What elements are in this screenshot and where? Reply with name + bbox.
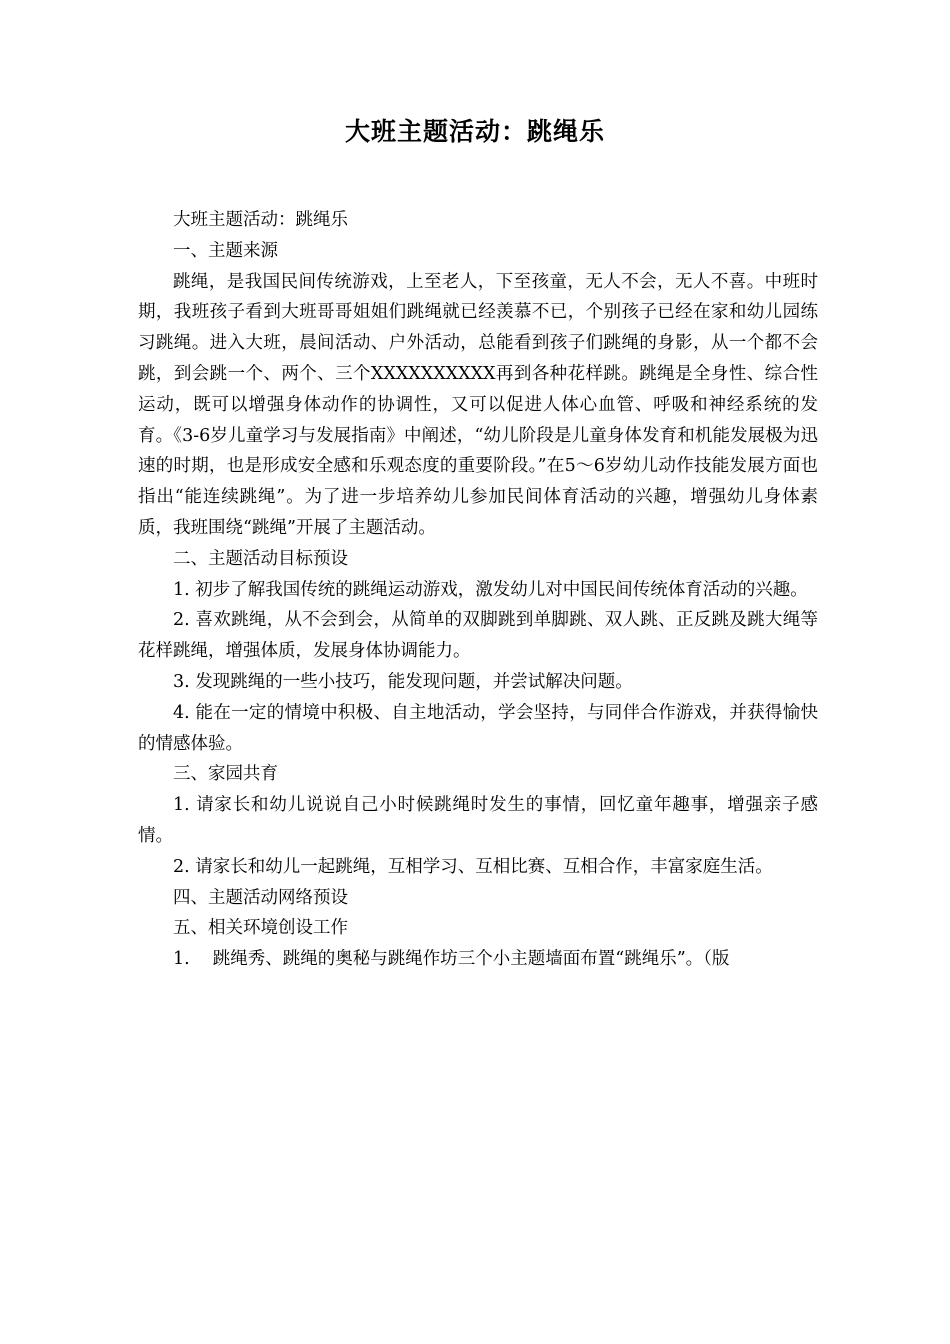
document-body (138, 205, 818, 975)
section-heading-3: 三、家园共育 (173, 764, 278, 785)
section-heading-1: 一、主题来源 (173, 240, 278, 261)
home-item-2: 2. 请家长和幼儿一起跳绳，互相学习、互相比赛、互相合作，丰富家庭生活。 (173, 856, 773, 877)
goal-item-4: 4. 能在一定的情境中积极、自主地活动，学会坚持，与同伴合作游戏，并获得愉快的情感体验。 (138, 702, 818, 754)
section-heading-4: 四、主题活动网络预设 (173, 887, 348, 908)
environment-item-1: 1. 跳绳秀、跳绳的奥秘与跳绳作坊三个小主题墙面布置“跳绳乐”。（版 (173, 949, 730, 970)
body-paragraph-origin: 跳绳，是我国民间传统游戏，上至老人，下至孩童，无人不会，无人不喜。中班时期，我班孩子看到大班哥哥姐姐们跳绳就已经羡慕不已，个别孩子已经在家和幼儿园练习跳绳。进入大班，晨间活动、户外活动，总能看到孩子们跳绳的身影，从一个都不会跳，到会跳一个、两个、三个XXXXXXXXXX再到各种花样跳。跳绳是全身性、综合性运动，既可以增强身体动作的协调性，又可以促进人体心血管、呼吸和神经系统的发育。《3-6岁儿童学习与发展指南》中阐述，“幼儿阶段是儿童身体发育和机能发展极为迅速的时期，也是形成安全感和乐观态度的重要阶段。”在5～6岁幼儿动作技能发展方面也指出“能连续跳绳”。为了进一步培养幼儿参加民间体育活动的兴趣，增强幼儿身体素质，我班围绕“跳绳”开展了主题活动。 (138, 271, 818, 538)
section-heading-2: 二、主题活动目标预设 (173, 548, 348, 569)
goal-item-1: 1. 初步了解我国传统的跳绳运动游戏，激发幼儿对中国民间传统体育活动的兴趣。 (173, 579, 808, 600)
section-heading-5: 五、相关环境创设工作 (173, 918, 348, 939)
subtitle-paragraph: 大班主题活动：跳绳乐 (173, 210, 348, 230)
goal-item-3: 3. 发现跳绳的一些小技巧，能发现问题，并尝试解决问题。 (173, 671, 633, 692)
home-item-1: 1. 请家长和幼儿说说自己小时候跳绳时发生的事情，回忆童年趣事，增强亲子感情。 (138, 795, 818, 846)
document-title: 大班主题活动：跳绳乐 (344, 117, 605, 146)
goal-item-2: 2. 喜欢跳绳，从不会到会，从简单的双脚跳到单脚跳、双人跳、正反跳及跳大绳等花样跳绳，增强体质，发展身体协调能力。 (138, 610, 818, 662)
